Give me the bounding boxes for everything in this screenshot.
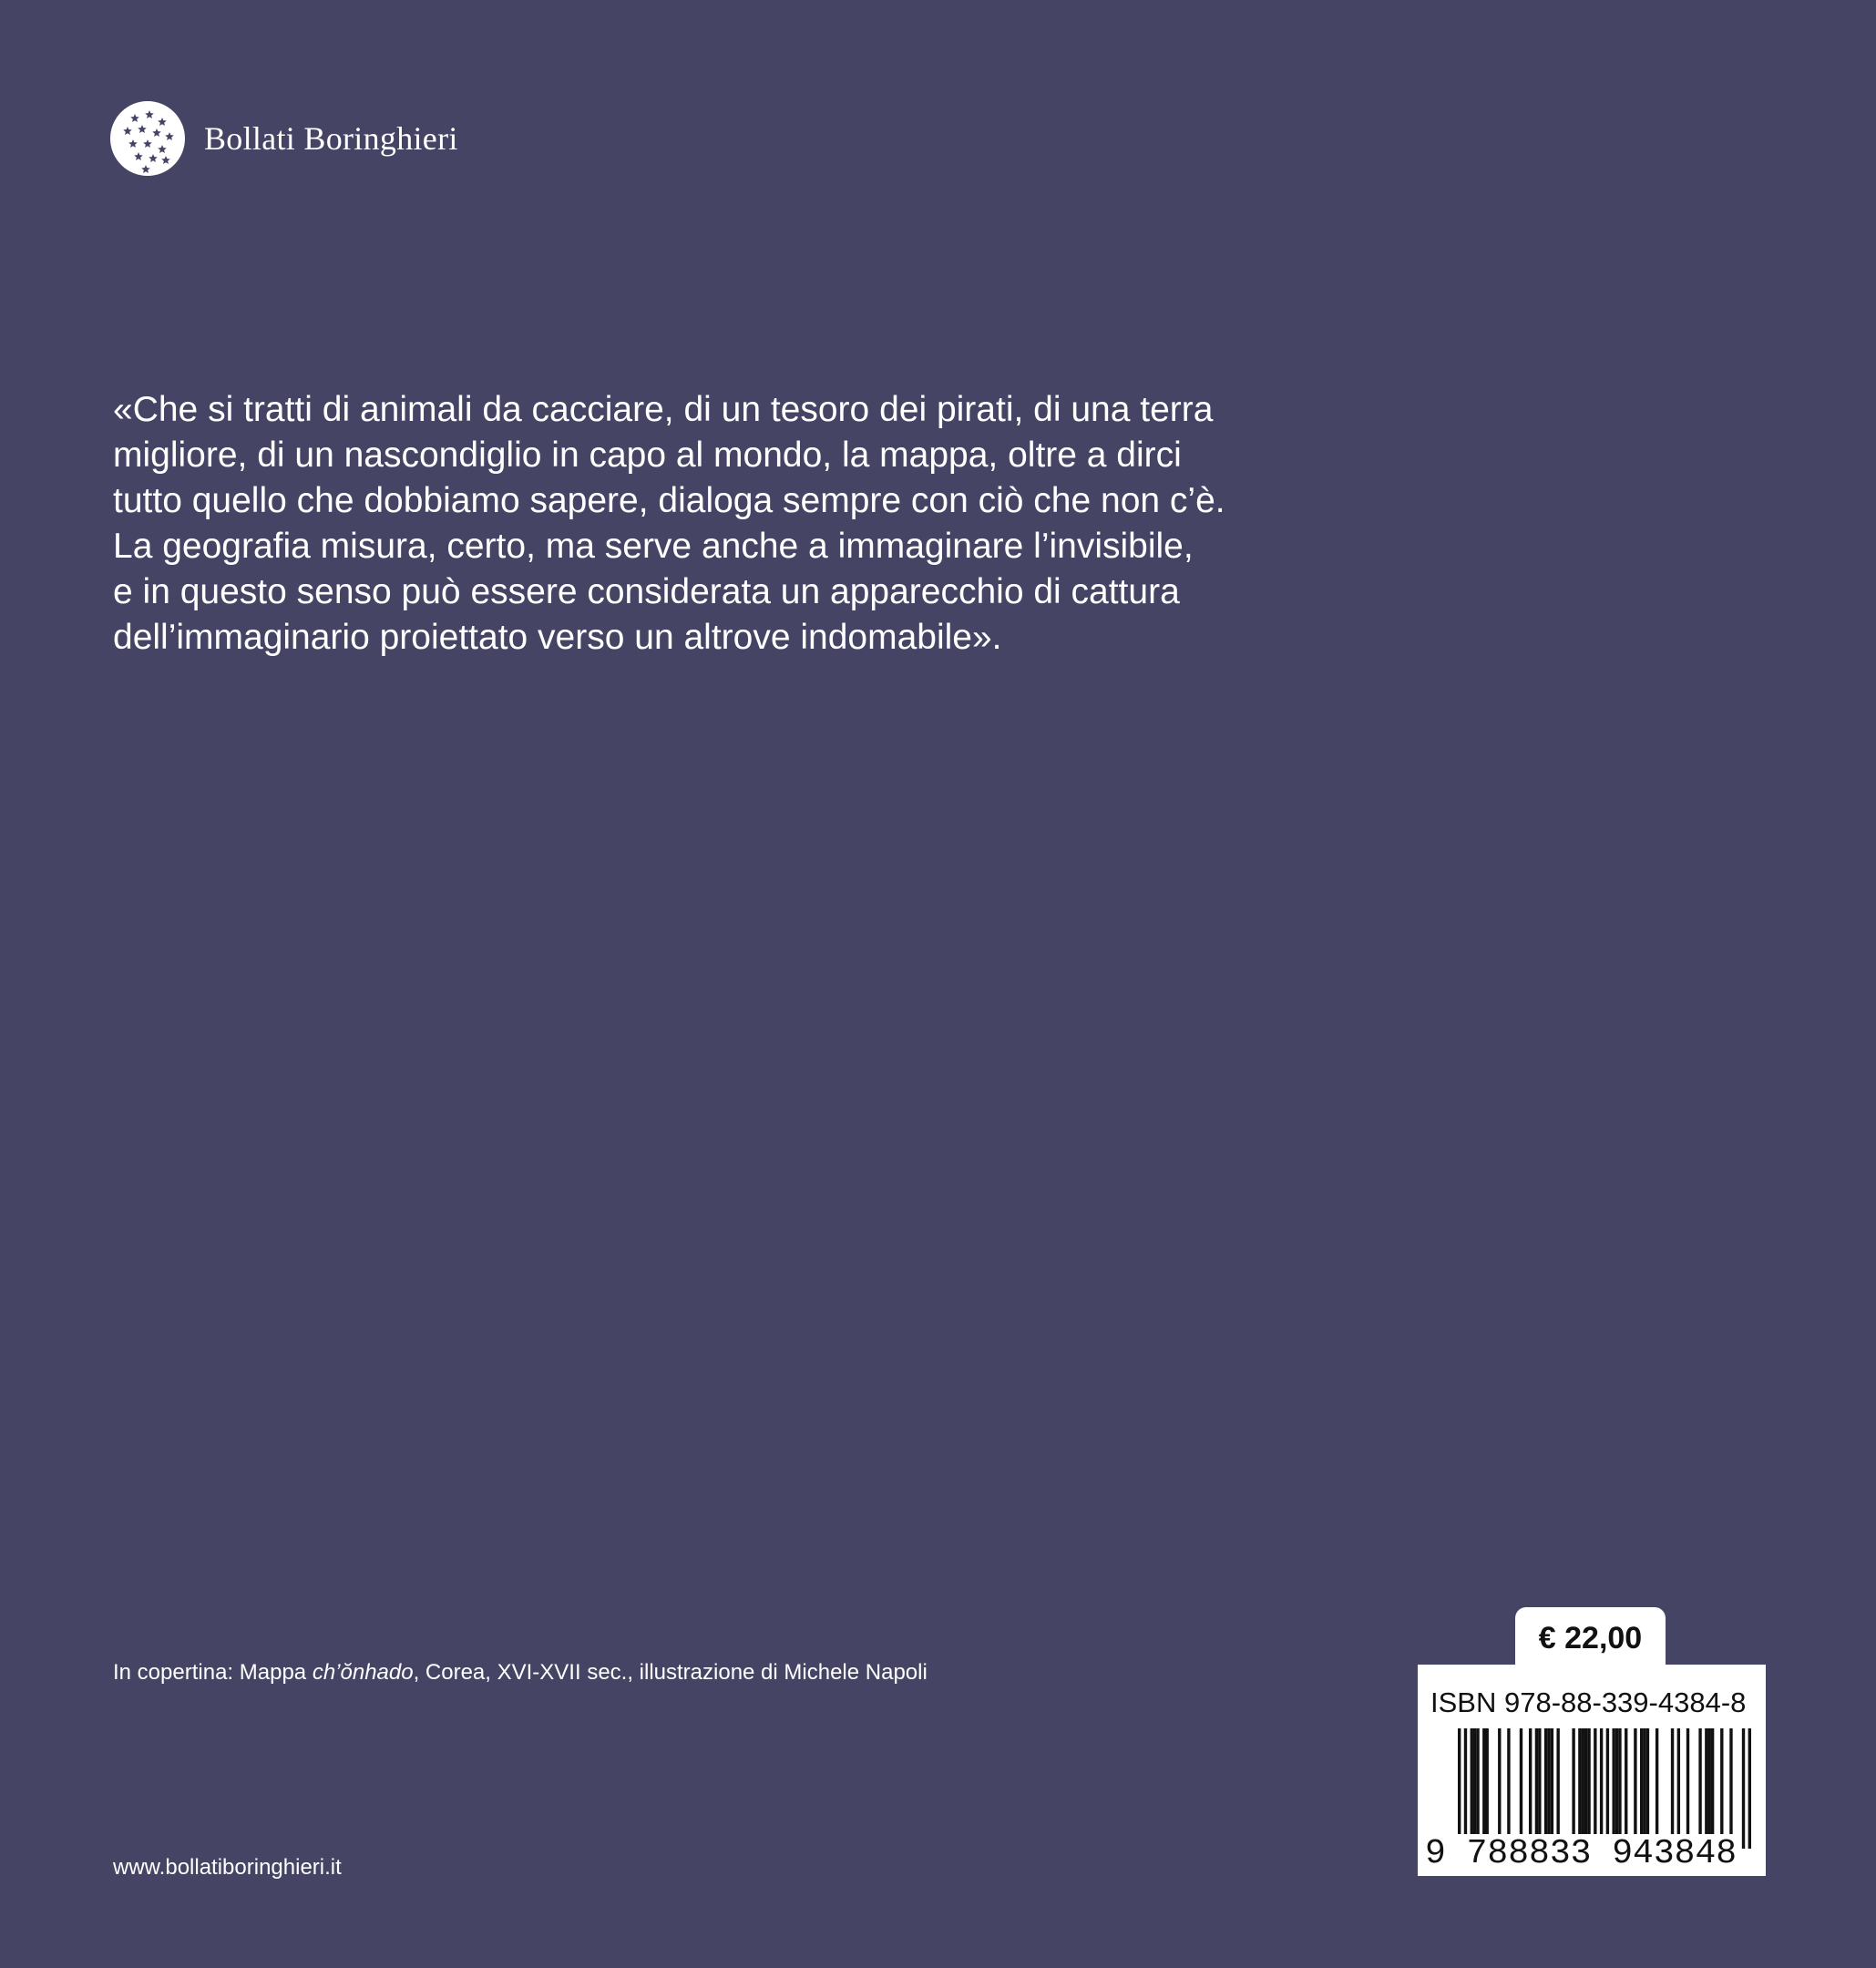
isbn-barcode-label [1418, 1665, 1766, 1876]
barcode-bar [1482, 1728, 1485, 1834]
starry-globe-seal-icon [108, 98, 188, 179]
barcode-bar [1471, 1728, 1473, 1834]
barcode-bar [1584, 1728, 1587, 1834]
barcode-bar [1476, 1728, 1479, 1834]
quote-line: e in questo senso può essere considerata un apparecchio di cattura [113, 572, 1180, 611]
cover-credit-map-title: ch’ŏnhado [312, 1660, 414, 1685]
publisher-website: www.bollatiboringhieri.it [113, 1855, 342, 1880]
ean-digits: 9 788833 943848 [1425, 1834, 1738, 1873]
barcode-bar [1686, 1728, 1689, 1834]
barcode-bar [1643, 1728, 1645, 1834]
barcode-bar [1520, 1728, 1522, 1834]
barcode-bar [1498, 1728, 1501, 1834]
barcode-bar [1572, 1728, 1574, 1834]
barcode-bar [1544, 1728, 1547, 1834]
barcode-bar [1742, 1728, 1745, 1849]
barcode-bar [1458, 1728, 1461, 1849]
quote-line: tutto quello che dobbiamo sapere, dialoga sempre con ciò che non c’è. [113, 481, 1225, 520]
barcode-bar [1556, 1728, 1559, 1834]
barcode-bar [1677, 1728, 1680, 1834]
barcode-bar [1646, 1728, 1649, 1834]
barcode-bar [1606, 1728, 1609, 1849]
barcode-bar [1529, 1728, 1532, 1834]
ean-barcode [1458, 1728, 1751, 1849]
barcode-bar [1729, 1728, 1732, 1834]
quote-line: La geografia misura, certo, ma serve anche a immaginare l’invisibile, [113, 527, 1194, 566]
cover-credit-suffix: , Corea, XVI-XVII sec., illustrazione di Michele Napoli [413, 1660, 928, 1685]
barcode-bar [1640, 1728, 1643, 1834]
barcode-bar [1464, 1728, 1467, 1849]
barcode-bar [1705, 1728, 1707, 1834]
price-tag: € 22,00 [1515, 1607, 1666, 1669]
publisher-name: Bollati Boringhieri [204, 120, 458, 157]
barcode-bar [1698, 1728, 1701, 1834]
barcode-bar [1594, 1728, 1596, 1834]
barcode-bar [1551, 1728, 1553, 1834]
quote-line: dell’immaginario proiettato verso un altrove indomabile». [113, 618, 1002, 657]
back-cover-quote [113, 387, 1243, 661]
cover-credit [113, 1660, 928, 1686]
barcode-bar [1600, 1728, 1603, 1849]
barcode-bar [1486, 1728, 1489, 1834]
barcode-bar [1535, 1728, 1538, 1834]
barcode-bar [1587, 1728, 1590, 1834]
barcode-bar [1618, 1728, 1621, 1834]
quote-line: migliore, di un nascondiglio in capo al mondo, la mappa, oltre a dirci [113, 436, 1182, 475]
barcode-bar [1578, 1728, 1581, 1834]
barcode-bar [1612, 1728, 1615, 1834]
barcode-bar [1473, 1728, 1476, 1834]
isbn-text: ISBN 978-88-339-4384-8 [1430, 1686, 1747, 1718]
barcode-bar [1547, 1728, 1550, 1834]
barcode-bar [1671, 1728, 1674, 1834]
barcode-bar [1634, 1728, 1636, 1834]
barcode-bar [1625, 1728, 1627, 1834]
publisher-logo [108, 98, 458, 179]
barcode-bar [1708, 1728, 1711, 1834]
barcode-bar [1711, 1728, 1714, 1834]
barcode-bar [1582, 1728, 1584, 1834]
barcode-bar [1615, 1728, 1618, 1834]
quote-line: «Che si tratti di animali da cacciare, di un tesoro dei pirati, di una terra [113, 390, 1214, 429]
barcode-bar [1656, 1728, 1658, 1834]
barcode-bar [1507, 1728, 1510, 1834]
cover-credit-prefix: In copertina: Mappa [113, 1660, 313, 1685]
barcode-bar [1720, 1728, 1723, 1834]
barcode-bar [1538, 1728, 1541, 1834]
barcode-bar [1748, 1728, 1751, 1849]
